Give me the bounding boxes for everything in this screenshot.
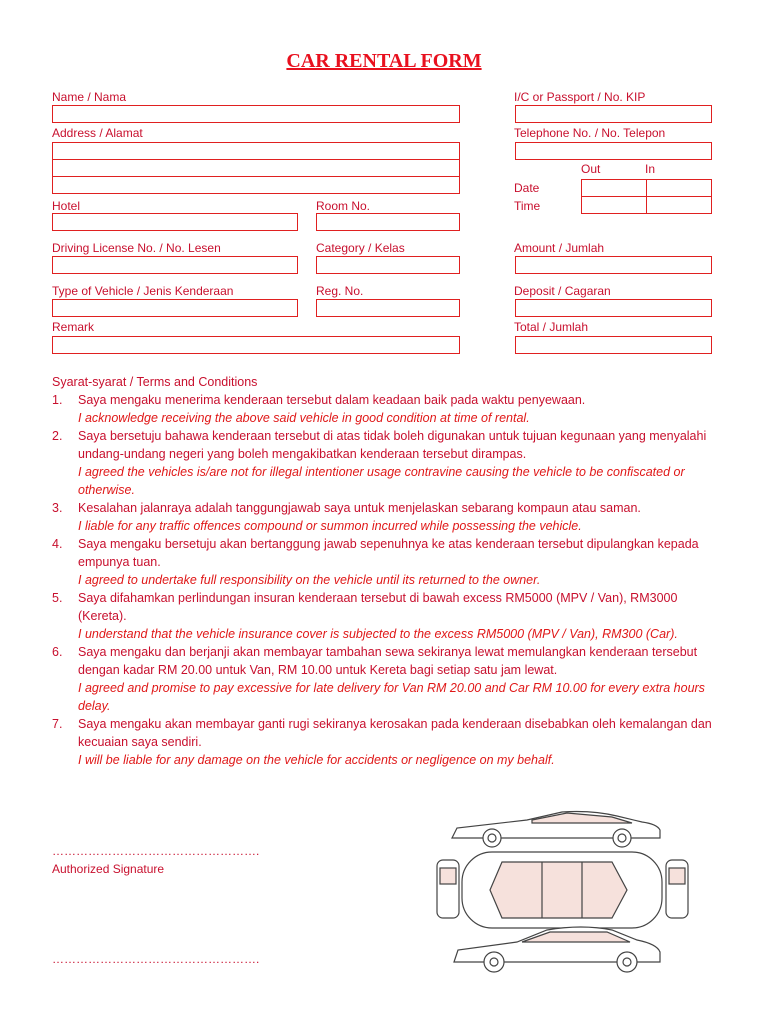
time-label: Time <box>514 199 541 213</box>
telephone-label: Telephone No. / No. Telepon <box>514 126 666 140</box>
car-damage-diagram-icon <box>432 790 694 980</box>
terms-heading: Syarat-syarat / Terms and Conditions <box>52 375 258 389</box>
date-label: Date <box>514 181 540 195</box>
ic-field[interactable] <box>515 105 712 123</box>
name-label: Name / Nama <box>52 90 127 104</box>
address-line <box>53 159 459 160</box>
deposit-field[interactable] <box>515 299 712 317</box>
signature-line[interactable]: ……………………………………………. <box>52 844 260 858</box>
address-field[interactable] <box>52 142 460 194</box>
term-item: 7. Saya mengaku akan membayar ganti rugi sekiranya kerosakan pada kenderaan disebabkan oleh kemalangan dan kecuaian saya sendiri. I will be liable for any damage on the vehicle for accidents or negligence on my behalf. <box>52 717 712 767</box>
amount-field[interactable] <box>515 256 712 274</box>
name-field[interactable] <box>52 105 460 123</box>
telephone-field[interactable] <box>515 142 712 160</box>
room-field[interactable] <box>316 213 460 231</box>
in-label: In <box>645 162 656 176</box>
out-label: Out <box>581 162 601 176</box>
hotel-label: Hotel <box>52 199 81 213</box>
signature-line-2[interactable]: ……………………………………………. <box>52 952 260 966</box>
total-label: Total / Jumlah <box>514 320 589 334</box>
license-field[interactable] <box>52 256 298 274</box>
term-item: 3. Kesalahan jalanraya adalah tanggungjawab saya untuk menjelaskan sebarang kompaun atau saman. I liable for any traffic offences compound or summon incurred while possessing the vehicle. <box>52 501 641 533</box>
hotel-field[interactable] <box>52 213 298 231</box>
term-item: 1. Saya mengaku menerima kenderaan tersebut dalam keadaan baik pada waktu penyewaan. I acknowledge receiving the above said vehicle in good condition at time of rental. <box>52 393 586 425</box>
remark-label: Remark <box>52 320 95 334</box>
term-item: 6. Saya mengaku dan berjanji akan membayar tambahan sewa sekiranya lewat memulangkan kenderaan tersebut dengan kadar RM 20.00 untuk Van, RM 10.00 untuk Kereta bagi setiap satu jam lewat. I agreed and promise to pay excessive for late delivery for Van RM 20.00 and Car RM 10.00 for every extra hours delay. <box>52 645 705 713</box>
reg-label: Reg. No. <box>316 284 364 298</box>
room-label: Room No. <box>316 199 371 213</box>
address-line <box>53 176 459 177</box>
category-label: Category / Kelas <box>316 241 405 255</box>
vehicle-type-label: Type of Vehicle / Jenis Kenderaan <box>52 284 234 298</box>
total-field[interactable] <box>515 336 712 354</box>
ic-label: I/C or Passport / No. KIP <box>514 90 646 104</box>
reg-field[interactable] <box>316 299 460 317</box>
terms-section <box>52 373 722 769</box>
term-item: 4. Saya mengaku bersetuju akan bertanggung jawab sepenuhnya ke atas kenderaan tersebut dipulangkan kepada empunya tuan. I agreed to undertake full responsibility on the vehicle until its returned to the owner. <box>52 537 699 587</box>
deposit-label: Deposit / Cagaran <box>514 284 611 298</box>
term-item: 5. Saya difahamkan perlindungan insuran kenderaan tersebut di bawah excess RM5000 (MPV / Van), RM3000 (Kereta). I understand that the vehicle insurance cover is subjected to the excess RM5000 (MPV / Van), RM300 (Car). <box>52 591 678 641</box>
date-out-field[interactable] <box>581 179 647 197</box>
term-item: 2. Saya bersetuju bahawa kenderaan tersebut di atas tidak boleh digunakan untuk tujuan kegunaan yang menyalahi undang-undang negeri yang boleh mengakibatkan kenderaan tersebut dirampas. I agreed the vehicles is/are not for illegal intentioner usage contravine causing the vehicle to be confiscated or otherwise. <box>52 429 707 497</box>
page-title: CAR RENTAL FORM <box>286 50 482 72</box>
vehicle-type-field[interactable] <box>52 299 298 317</box>
amount-label: Amount / Jumlah <box>514 241 605 255</box>
time-out-field[interactable] <box>581 196 647 214</box>
date-in-field[interactable] <box>646 179 712 197</box>
signature-label: Authorized Signature <box>52 862 165 876</box>
address-label: Address / Alamat <box>52 126 143 140</box>
time-in-field[interactable] <box>646 196 712 214</box>
category-field[interactable] <box>316 256 460 274</box>
license-label: Driving License No. / No. Lesen <box>52 241 221 255</box>
remark-field[interactable] <box>52 336 460 354</box>
